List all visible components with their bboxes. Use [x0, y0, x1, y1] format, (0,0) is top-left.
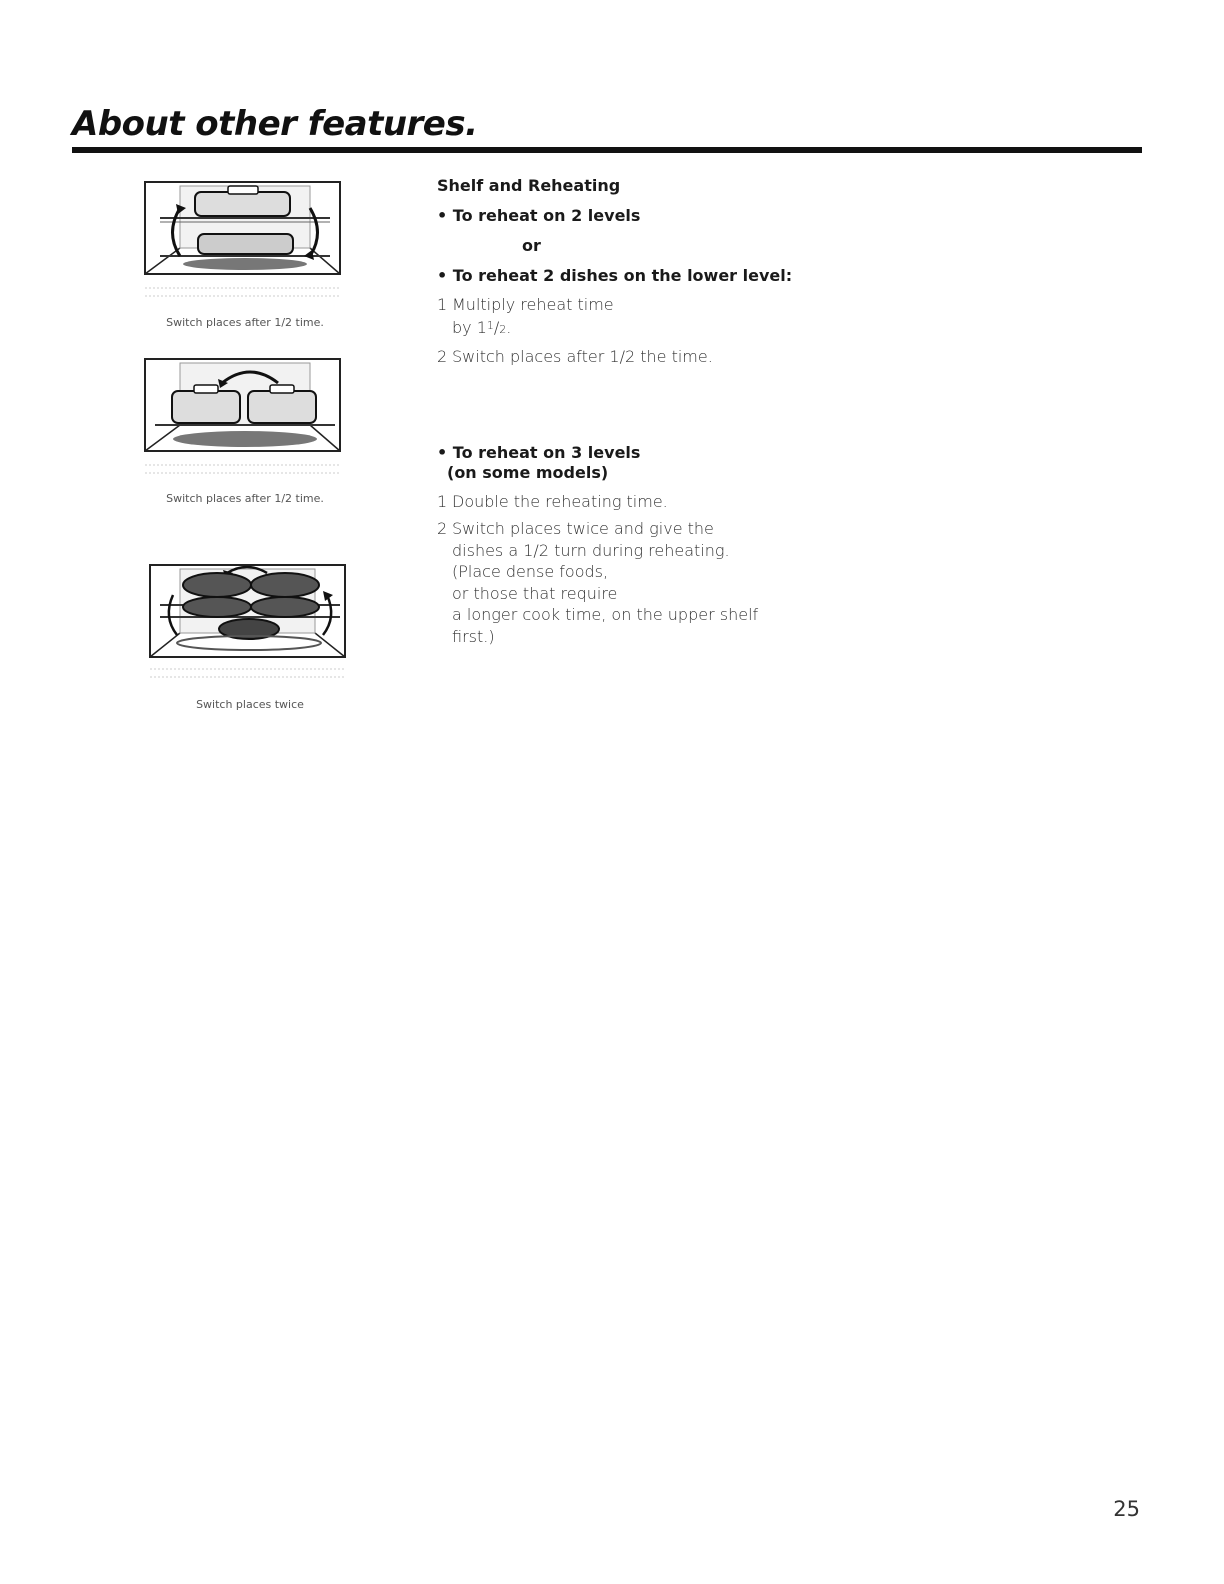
step-continuation: (Place dense foods, [452, 562, 609, 581]
figure-caption: Switch places twice [196, 698, 304, 711]
page-title: About other features. [72, 104, 478, 144]
step-continuation: or those that require [452, 583, 618, 603]
step-switch-half [437, 346, 857, 367]
figure-two-level-reheat [140, 178, 350, 303]
two-level-reheat-diagram [140, 178, 350, 303]
step-multiply [437, 294, 857, 340]
step-text: Switch places after 1/2 the time. [452, 347, 713, 366]
bullet-three-levels-note: (on some models) [447, 463, 609, 482]
bullet-two-levels: • To reheat on 2 levels [437, 206, 641, 225]
step-text: Double the reheating time. [452, 492, 668, 511]
title-rule [72, 147, 1142, 153]
bullet-text: To reheat on 3 levels [452, 443, 641, 462]
step-text: Switch places twice and give the [452, 519, 714, 538]
bullet-three-levels: • To reheat on 3 levels [437, 443, 641, 462]
bullet-text: To reheat on 2 levels [452, 206, 641, 225]
step-continuation: by $1^1/2$. [452, 318, 512, 337]
section-heading: Shelf and Reheating [437, 176, 621, 195]
three-level-reheat-diagram [145, 555, 355, 685]
two-dishes-lower-level-diagram [140, 355, 350, 480]
step-number: 1 [437, 492, 448, 511]
figure-two-dishes-lower-level [140, 355, 350, 480]
figure-three-level-reheat [145, 555, 355, 685]
step-number: 2 [437, 347, 448, 366]
shelf-reheating-section [437, 176, 857, 367]
step-continuation: dishes a 1/2 turn during reheating. [452, 540, 730, 560]
step-switch-twice [437, 518, 857, 647]
page-number: 25 [1113, 1497, 1140, 1521]
step-continuation: first.) [452, 626, 495, 646]
step-number: 2 [437, 519, 448, 538]
step-continuation: a longer cook time, on the upper shelf [452, 605, 759, 624]
three-levels-section [437, 443, 857, 647]
bullet-two-dishes: • To reheat 2 dishes on the lower level: [437, 266, 793, 285]
figure-caption: Switch places after 1/2 time. [166, 492, 324, 505]
step-number: 1 [437, 295, 448, 314]
bullet-text: To reheat 2 dishes on the lower level: [452, 266, 793, 285]
step-double [437, 491, 857, 512]
figure-caption: Switch places after 1/2 time. [166, 316, 324, 329]
step-text: Multiply reheat time [452, 295, 614, 314]
or-label: or [522, 236, 541, 255]
